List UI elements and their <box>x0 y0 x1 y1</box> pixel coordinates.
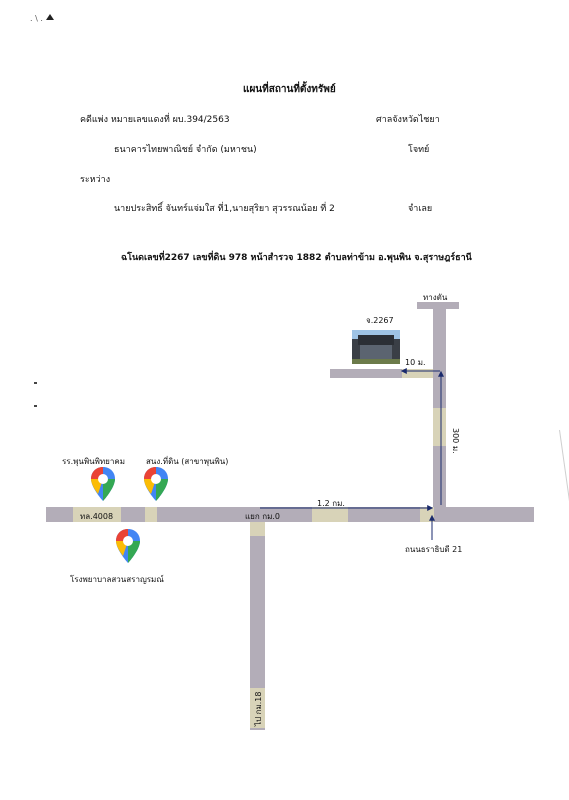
property-address: ฉโนดเลขที่2267 เลขที่ดิน 978 หน้าสำรวจ 1882 ตำบลท่าข้าม อ.พุนพิน จ.สุราษฎร์ธานี <box>121 253 472 263</box>
distance-1-2km-label: 1.2 กม. <box>317 499 345 508</box>
road-name-label: ถนนธราธิบดี 21 <box>405 545 463 554</box>
to-km18-label: ไป กม.18 <box>254 691 263 726</box>
map-pin-icon <box>143 466 169 502</box>
plaintiff-role: โจทย์ <box>408 145 430 155</box>
page-title: แผนที่สถานที่ตั้งทรัพย์ <box>243 84 336 95</box>
court-name: ศาลจังหวัดไชยา <box>376 115 440 125</box>
dead-end-label: ทางตัน <box>423 293 448 302</box>
distance-10m-label: 10 ม. <box>405 358 426 367</box>
defendants-names: นายประสิทธิ์ จันทร์แจ่มใส ที่1,นายสุริยา สุวรรณน้อย ที่ 2 <box>114 204 335 214</box>
scan-dots: . \ . <box>30 14 43 23</box>
map-pin-icon <box>115 528 141 564</box>
poi-school-label: รร.พุนพินพิทยาคม <box>62 457 125 466</box>
poi-land-office-label: สนง.ที่ดิน (สาขาพุนพิน) <box>146 457 229 466</box>
case-label: คดีแพ่ง หมายเลขแดงที่ ผบ.394/2563 <box>80 115 230 125</box>
plaintiff-name: ธนาคารไทยพาณิชย์ จำกัด (มหาชน) <box>114 145 257 155</box>
between-label: ระหว่าง <box>80 175 111 185</box>
junction-label: แยก กม.0 <box>245 512 280 521</box>
poi-hospital-label: โรงพยาบาลสวนสราญรมณ์ <box>70 575 164 584</box>
map-pin-icon <box>90 466 116 502</box>
distance-300m-label: 300 ม. <box>451 428 460 454</box>
defendant-role: จำเลย <box>408 204 433 214</box>
property-deed-label: จ.2267 <box>366 316 394 325</box>
route-4008-label: ทล.4008 <box>80 512 114 521</box>
